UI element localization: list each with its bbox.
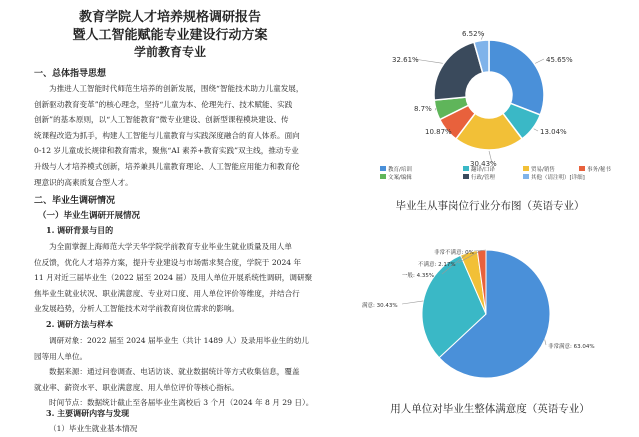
guiding-principles-paragraph xyxy=(34,81,304,190)
paragraph-line: 焦毕业生就业状况、职业满意度、专业对口度、用人单位评价等维度，并结合行 xyxy=(34,286,304,302)
employment-item-text: （1）毕业生就业基本情况 xyxy=(34,421,304,437)
legend-swatch xyxy=(463,166,469,171)
section-heading-1: 一、总体指导思想 xyxy=(34,66,106,79)
chart2-caption: 用人单位对毕业生整体满意度（英语专业） xyxy=(350,401,630,416)
slice-value-label: 30.43% xyxy=(470,160,497,168)
slice-value-label: 非常满意: 63.04% xyxy=(548,342,595,350)
slice-value-label: 非常不满意: 0% xyxy=(434,248,474,256)
section-heading-2: 二、毕业生调研情况 xyxy=(34,193,115,206)
subsection-heading: （一）毕业生调研开展情况 xyxy=(38,209,140,221)
paragraph-line: 理意识的高素质复合型人才。 xyxy=(34,175,304,191)
survey-background-heading: 1. 调研背景与目的 xyxy=(46,225,113,236)
slice-value-label: 32.61% xyxy=(392,56,419,64)
chart1-caption: 毕业生从事岗位行业分布图（英语专业） xyxy=(350,198,630,213)
legend-swatch xyxy=(380,166,386,171)
industry-distribution-chart xyxy=(380,30,611,181)
slice-value-label: 不满意: 2.17% xyxy=(418,260,456,268)
legend-label: 其他（请注明）[详细] xyxy=(531,173,585,181)
paragraph-line: 就业率、薪资水平、职业满意度、用人单位评价等核心指标。 xyxy=(34,380,304,396)
report-title: 教育学院人才培养规格调研报告 xyxy=(0,6,340,25)
survey-method-paragraph xyxy=(34,333,304,411)
paragraph-line: 调研对象：2022 届至 2024 届毕业生（共计 1489 人）及录用毕业生的幼儿 xyxy=(34,333,304,349)
paragraph-line: 园等用人单位。 xyxy=(34,349,304,365)
donut-slice xyxy=(489,40,544,115)
survey-findings-heading: 3. 主要调研内容与发现 xyxy=(46,408,129,419)
paragraph-line: 为全面掌握上海师范大学天华学院学前教育专业毕业生就业质量及用人单 xyxy=(34,239,304,255)
paragraph-line: 为推进人工智能时代师范生培养的创新发展，围绕“智能技术助力儿童发展， xyxy=(34,81,304,97)
paragraph-line: 11 月对近三届毕业生（2022 届至 2024 届）及用人单位开展系统性调研，调研聚 xyxy=(34,270,304,286)
paragraph-line: 时间节点：数据统计截止至各届毕业生离校后 3 个月（2024 年 8 月 29 日）。 xyxy=(34,395,304,411)
slice-value-label: 13.04% xyxy=(540,128,567,136)
legend-label: 教育/培训 xyxy=(388,165,412,173)
legend-label: 贸易/销售 xyxy=(531,165,555,173)
paragraph-line: 升级与人才培养模式创新，培养兼具儿童教育理论、人工智能应用能力和教育伦 xyxy=(34,159,304,175)
charts-panel xyxy=(350,0,639,436)
leader-line xyxy=(535,59,544,63)
donut-slice xyxy=(434,42,483,100)
paragraph-line: 创新”的基本原则，以“人工智能教育”微专业建设、创新型课程模块建设、传 xyxy=(34,112,304,128)
legend-label: 事务/秘书 xyxy=(587,165,611,173)
paragraph-line: 0-12 岁儿童成长规律和教育需求，聚焦“AI 素养+教育实践”双主线，推动专业 xyxy=(34,143,304,159)
survey-method-heading: 2. 调研方法与样本 xyxy=(46,319,113,330)
slice-value-label: 6.52% xyxy=(462,30,485,38)
leader-line xyxy=(534,129,538,131)
paragraph-line: 业发展趋势，分析人工智能技术对学前教育岗位需求的影响。 xyxy=(34,301,304,317)
employment-item xyxy=(34,421,304,437)
legend-swatch xyxy=(579,166,585,171)
legend-swatch xyxy=(463,174,469,179)
legend-swatch xyxy=(523,174,529,179)
legend-label: 文案/编辑 xyxy=(388,173,412,181)
slice-value-label: 一般: 4.35% xyxy=(402,271,434,279)
satisfaction-chart xyxy=(362,248,595,378)
paragraph-line: 统课程改造为抓手，构建人工智能与儿童教育与实践深度融合的育人体系。面向 xyxy=(34,128,304,144)
paragraph-line: 位反馈，优化人才培养方案，提升专业建设与市场需求契合度，学院于 2024 年 xyxy=(34,255,304,271)
major-title: 学前教育专业 xyxy=(0,43,340,60)
legend-swatch xyxy=(523,166,529,171)
legend-label: 行政/管理 xyxy=(471,173,495,181)
leader-line xyxy=(402,301,423,304)
legend-swatch xyxy=(380,174,386,179)
leader-line xyxy=(545,340,546,345)
slice-value-label: 45.65% xyxy=(546,56,573,64)
paragraph-line: 数据来源：通过问卷调查、电话访谈、就业数据统计等方式收集信息，覆盖 xyxy=(34,364,304,380)
survey-background-paragraph xyxy=(34,239,304,317)
report-subtitle: 暨人工智能赋能专业建设行动方案 xyxy=(0,24,340,43)
slice-value-label: 8.7% xyxy=(414,105,432,113)
legend-label: 翻译/口译 xyxy=(471,165,495,173)
slice-value-label: 10.87% xyxy=(425,128,452,136)
slice-value-label: 满意: 30.43% xyxy=(362,301,398,309)
paragraph-line: 创新驱动教育变革”的核心理念，坚持“儿童为本、伦理先行、技术赋能、实践 xyxy=(34,97,304,113)
